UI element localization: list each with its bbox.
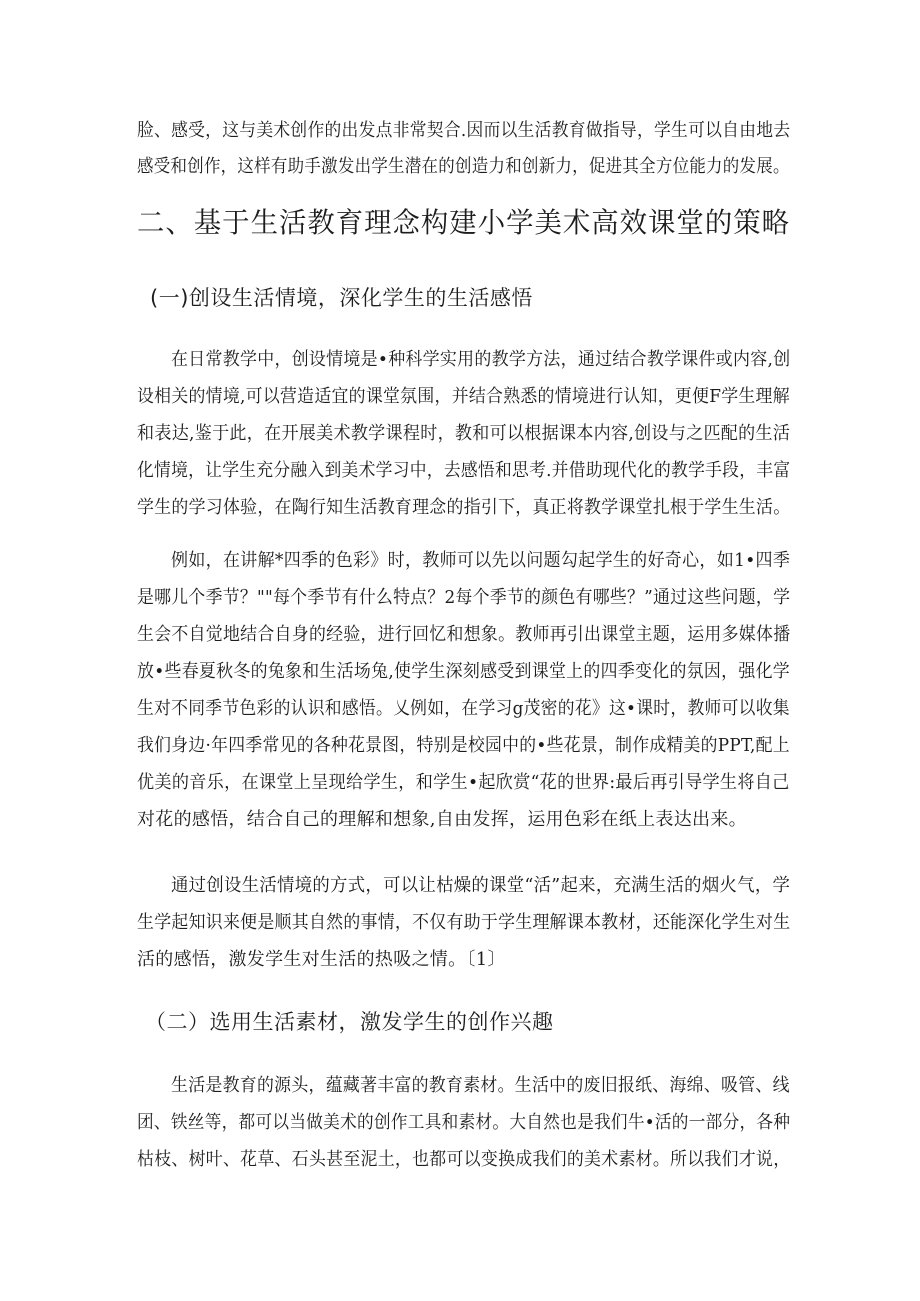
- body-text-line: 学生的学习体验，在陶行知生活教育理念的指引下，真正将教学课堂扎根于学生生活。: [137, 497, 791, 518]
- body-text-line: 生学起知识来便是顺其自然的事情，不仅有助于学生理解课本教材，还能深化学生对生: [137, 912, 791, 933]
- body-text-line: 优美的音乐，在课堂上呈现给学生，和学生•起欣赏“花的世界:最后再引导学生将自己: [137, 772, 790, 793]
- body-text-line: 例如，在讲解*四季的色彩》时，教师可以先以问题勾起学生的好奇心，如1•四季: [171, 550, 791, 571]
- body-text-line: 化情境，让学生充分融入到美术学习中，去感悟和思考.并借助现代化的教学手段，丰富: [137, 460, 791, 481]
- body-text-line: 通过创设生活情境的方式，可以让枯燥的课堂“活”起来，充满生活的烟火气，学: [171, 875, 791, 896]
- body-text-line: 感受和创作，这样有助手激发出学生潜在的创造力和创新力，促进其全方位能力的发展。: [137, 156, 790, 177]
- body-text-line: 放•些春夏秋冬的兔象和生活场兔,使学生深刻感受到课堂上的四季变化的氛因，强化学: [137, 661, 791, 682]
- section-heading: 二、基于生活教育理念构建小学美术高效课堂的策略: [137, 206, 791, 239]
- body-text-line: 在日常教学中，创设情境是•种科学实用的教学方法，通过结合教学课件或内容,创: [171, 349, 791, 370]
- body-text-line: 对花的感悟，结合自己的理解和想象,自由发挥，运用色彩在纸上表达出来。: [137, 809, 747, 830]
- body-text-line: 活的感悟，激发学生对生活的热吸之情。〔1〕: [137, 949, 506, 970]
- body-text-line: 生对不同季节色彩的认识和感悟。乂例如，在学习g茂密的花》这•课时，教师可以收集: [137, 698, 790, 719]
- body-text-line: 团、铁丝等，都可以当做美术的创作工具和素材。大自然也是我们牛•活的一部分，各种: [137, 1112, 791, 1133]
- body-text-line: 脸、感受，这与美术创作的出发点非常契合.因而以生活教育做指导，学生可以自由地去: [137, 120, 791, 141]
- body-text-line: 生活是教育的源头，蕴藏著丰富的教育素材。生活中的废旧报纸、海绵、吸管、线: [171, 1075, 790, 1096]
- subsection-heading: （二）选用生活素材，激发学生的创作兴趣: [145, 1010, 554, 1034]
- body-text-line: 枯枝、树叶、花草、石头甚至泥土，也都可以变换成我们的美术素材。所以我们才说，: [137, 1149, 791, 1170]
- body-text-line: 我们身边·年四季常见的各种花景图，特别是校园中的•些花景，制作成精美的PPT,配上: [137, 735, 790, 756]
- body-text-line: 是哪儿个季节？""每个季节有什么特点？2每个季节的颜色有哪些？”通过这些问题，学: [137, 587, 791, 608]
- body-text-line: 生会不自觉地结合自身的经验，进行回忆和想象。教师再引出课堂主题，运用多媒体播: [137, 624, 791, 645]
- subsection-heading: (一)创设生活情境，深化学生的生活感悟: [150, 286, 533, 310]
- body-text-line: 设相关的情境,可以营造适宜的课堂氛围，并结合熟悉的情境进行认知，更便F学生理解: [137, 386, 790, 407]
- body-text-line: 和表达,鉴于此，在开展美术教学课程时，教和可以根据课本内容,创设与之匹配的生活: [137, 423, 791, 444]
